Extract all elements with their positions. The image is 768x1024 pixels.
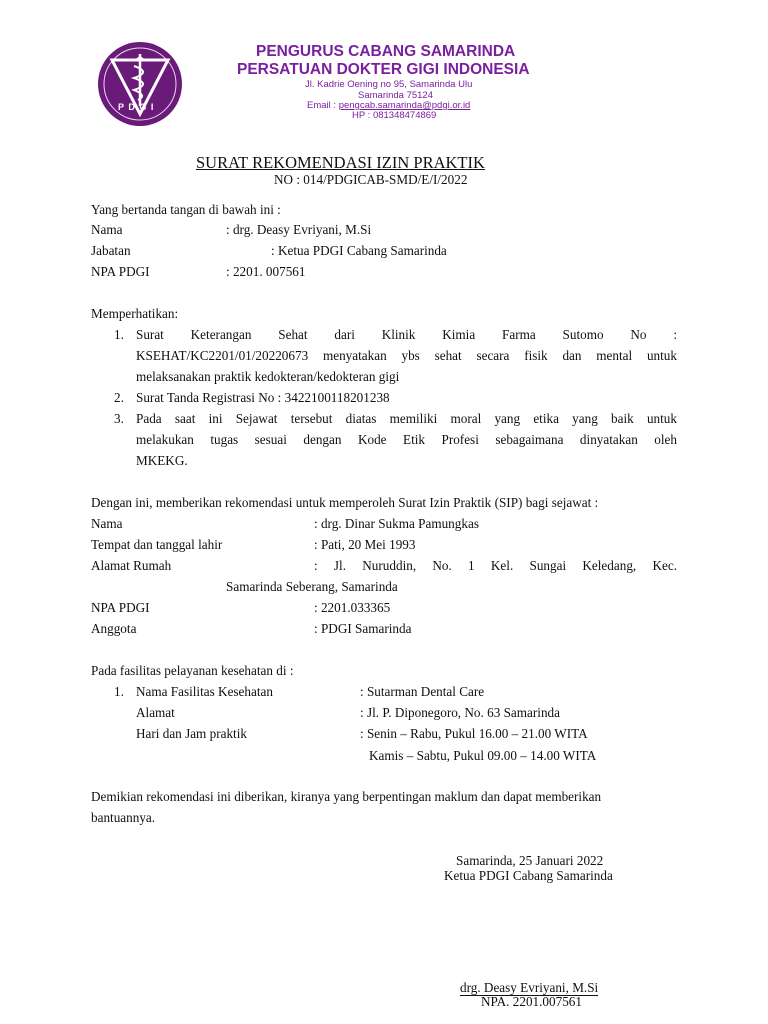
intro-text: Yang bertanda tangan di bawah ini : [91,202,281,217]
address-line-2: Samarinda 75124 [358,90,433,101]
closing-line-1: Demikian rekomendasi ini diberikan, kiranya yang berpentingan maklum dan dapat memberikan [91,789,602,804]
consideration-1-line-3: melaksanakan praktik kedokteran/kedokteran gigi [136,369,400,384]
signer-position-value: : Ketua PDGI Cabang Samarinda [271,243,447,258]
consideration-2-num: 2. [114,390,124,405]
address-line-1: Jl. Kadrie Oening no 95, Samarinda Ulu [305,79,473,90]
facility-num: 1. [114,684,124,699]
facility-name-label: Nama Fasilitas Kesehatan [136,684,273,699]
signer-npa-label: NPA PDGI [91,264,150,279]
recipient-npa-value: : 2201.033365 [314,600,391,615]
consideration-1-line-2: KSEHAT/KC2201/01/20220673 menyatakan ybs sehat secara fisik dan mental untuk [136,348,677,363]
signature-position: Ketua PDGI Cabang Samarinda [444,868,613,883]
recipient-address-label: Alamat Rumah [91,558,172,573]
consideration-2-line-1: Surat Tanda Registrasi No : 3422100118201238 [136,390,390,405]
signer-npa-value: : 2201. 007561 [226,264,306,279]
facility-hours-extra: Kamis – Sabtu, Pukul 09.00 – 14.00 WITA [369,748,597,763]
recipient-member-value: : PDGI Samarinda [314,621,412,636]
email-label: Email : [307,100,339,111]
org-line-1: PENGURUS CABANG SAMARINDA [256,43,516,60]
recipient-name-value: : drg. Dinar Sukma Pamungkas [314,516,479,531]
consideration-3-line-3: MKEKG. [136,453,188,468]
recipient-npa-label: NPA PDGI [91,600,150,615]
recipient-birth-value: : Pati, 20 Mei 1993 [314,537,416,552]
facility-hours-label: Hari dan Jam praktik [136,726,247,741]
document-title: SURAT REKOMENDASI IZIN PRAKTIK [196,153,485,172]
consideration-3-num: 3. [114,411,124,426]
signer-position-label: Jabatan [91,243,131,258]
consideration-1-line-1: Surat Keterangan Sehat dari Klinik Kimia Farma Sutomo No : [136,327,677,342]
facility-hours-value: : Senin – Rabu, Pukul 16.00 – 21.00 WITA [360,726,588,741]
signature-place-date: Samarinda, 25 Januari 2022 [456,853,604,868]
recipient-address-value-line-2: Samarinda Seberang, Samarinda [226,579,398,594]
recipient-birth-label: Tempat dan tanggal lahir [91,537,223,552]
phone-line: HP : 081348474869 [352,110,437,121]
document-number: NO : 014/PDGICAB-SMD/E/I/2022 [274,172,468,187]
facility-address-value: : Jl. P. Diponegoro, No. 63 Samarinda [360,705,560,720]
closing-line-2: bantuannya. [91,810,156,825]
signer-name-label: Nama [91,222,123,237]
consideration-3-line-2: melakukan tugas sesuai dengan Kode Etik Profesi sebagaimana dinyatakan oleh [136,432,677,447]
org-line-2: PERSATUAN DOKTER GIGI INDONESIA [237,61,530,78]
considering-label: Memperhatikan: [91,306,179,321]
facility-intro: Pada fasilitas pelayanan kesehatan di : [91,663,294,678]
recipient-member-label: Anggota [91,621,137,636]
facility-address-label: Alamat [136,705,175,720]
email-link[interactable]: pengcab.samarinda@pdgi.or.id [338,100,471,111]
consideration-3-line-1: Pada saat ini Sejawat tersebut diatas memiliki moral yang etika yang baik untuk [136,411,677,426]
signature-name-text: drg. Deasy Evriyani, M.Si [460,980,599,995]
signature-npa: NPA. 2201.007561 [481,994,582,1009]
recipient-address-value: : Jl. Nuruddin, No. 1 Kel. Sungai Keledang, Kec. [314,558,677,573]
consideration-1-num: 1. [114,327,124,342]
logo-text: P D G I [118,102,155,112]
pdgi-logo [96,40,184,128]
signer-name-value: : drg. Deasy Evriyani, M.Si [226,222,372,237]
facility-name-value: : Sutarman Dental Care [360,684,485,699]
recipient-name-label: Nama [91,516,123,531]
recommendation-intro: Dengan ini, memberikan rekomendasi untuk memperoleh Surat Izin Praktik (SIP) bagi sejawat : [91,495,599,510]
